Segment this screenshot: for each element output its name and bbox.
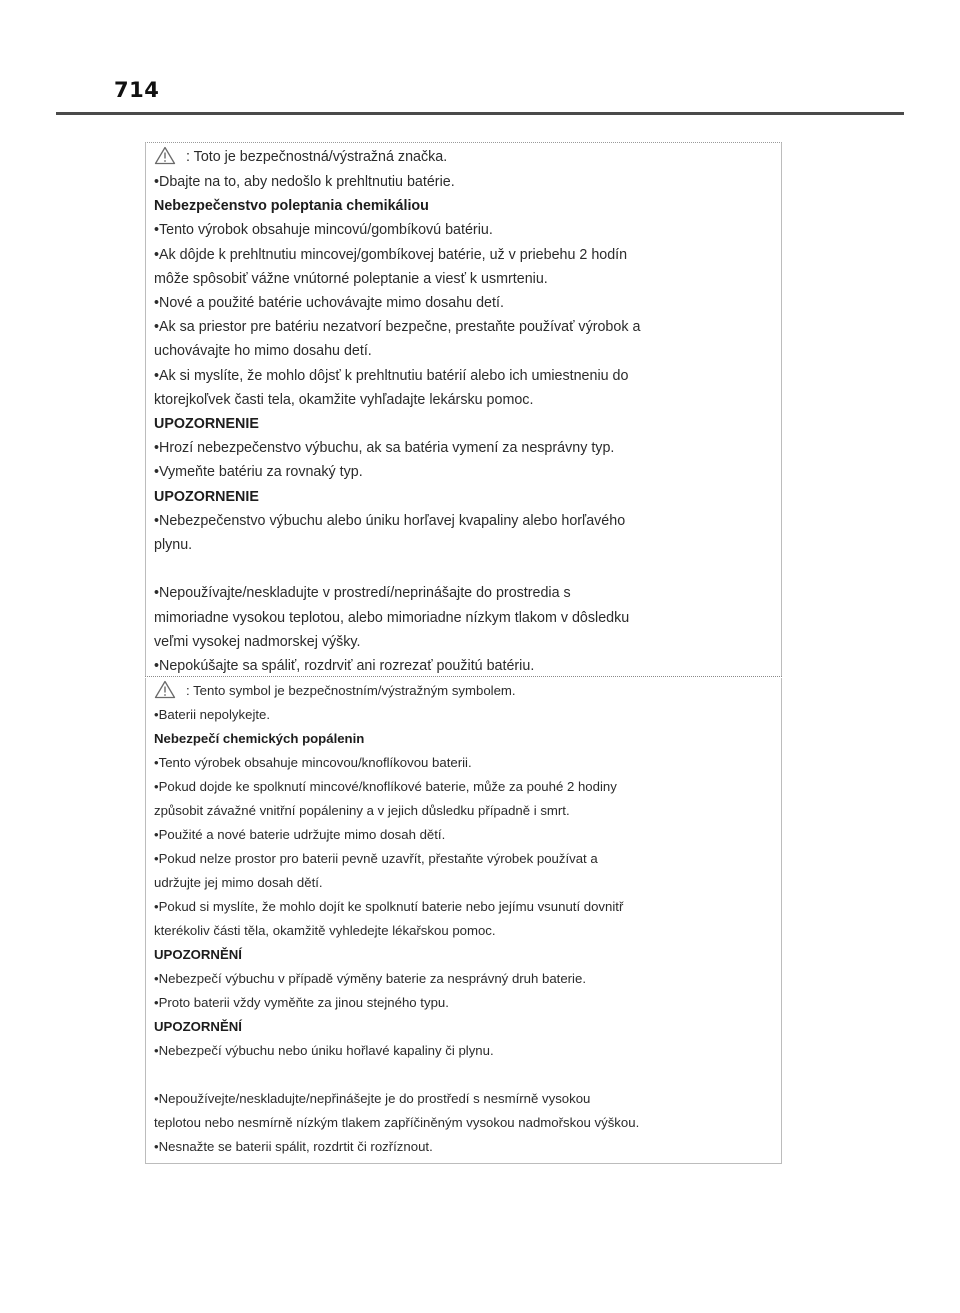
warning-symbol-text: : Toto je bezpečnostná/výstražná značka. <box>186 149 448 165</box>
text-line: •Nebezpečí výbuchu v případě výměny baterie za nesprávný druh baterie. <box>154 971 586 986</box>
text-line: •Ak dôjde k prehltnutiu mincovej/gombíkovej batérie, už v priebehu 2 hodín <box>154 246 628 263</box>
page-number: 714 <box>114 78 160 102</box>
text-line: •Nebezpečenstvo výbuchu alebo úniku horľavej kvapaliny alebo horľavého <box>154 512 626 529</box>
text-line: •Použité a nové baterie udržujte mimo dosah dětí. <box>154 827 446 842</box>
text-line: •Nebezpečí výbuchu nebo úniku hořlavé kapaliny či plynu. <box>154 1043 494 1058</box>
text-line: •Tento výrobok obsahuje mincovú/gombíkovú batériu. <box>154 222 493 239</box>
text-line: •Tento výrobek obsahuje mincovou/knoflíkovou baterii. <box>154 755 472 770</box>
text-line: •Nové a použité batérie uchovávajte mimo dosahu detí. <box>154 295 504 311</box>
text-line: môže spôsobiť vážne vnútorné poleptanie a viesť k usmrteniu. <box>154 270 548 287</box>
text-line: udržujte jej mimo dosah dětí. <box>154 875 323 890</box>
header-rule <box>56 112 904 115</box>
warning-triangle-icon <box>154 146 176 165</box>
section-heading: Nebezpečenstvo poleptania chemikáliou <box>154 198 429 215</box>
text-line: •Nepoužívejte/neskladujte/nepřinášejte je do prostředí s nesmírně vysokou <box>154 1091 591 1106</box>
text-line: •Hrozí nebezpečenstvo výbuchu, ak sa batéria vymení za nesprávny typ. <box>154 440 615 457</box>
section-heading: UPOZORNENIE <box>154 416 259 432</box>
text-line: plynu. <box>154 537 193 553</box>
text-line: •Dbajte na to, aby nedošlo k prehltnutiu batérie. <box>154 174 455 190</box>
text-line: způsobit závažné vnitřní popáleniny a v jejich důsledku případně i smrt. <box>154 803 570 818</box>
text-line: veľmi vysokej nadmorskej výšky. <box>154 633 361 650</box>
text-line: •Ak si myslíte, že mohlo dôjsť k prehltnutiu batérií alebo ich umiestneniu do <box>154 367 629 384</box>
text-line: •Proto baterii vždy vyměňte za jinou stejného typu. <box>154 995 449 1010</box>
section-heading: UPOZORNĚNÍ <box>154 1019 242 1034</box>
text-line: •Pokud dojde ke spolknutí mincové/knoflíkové baterie, může za pouhé 2 hodiny <box>154 779 617 794</box>
text-line: •Nepokúšajte sa spáliť, rozdrviť ani rozrezať použitú batériu. <box>154 658 535 674</box>
text-line: •Baterii nepolykejte. <box>154 707 271 722</box>
text-line: mimoriadne vysokou teplotou, alebo mimoriadne nízkym tlakom v dôsledku <box>154 609 630 626</box>
text-line: teplotou nebo nesmírně nízkým tlakem zapříčiněným vysokou nadmořskou výškou. <box>154 1115 640 1130</box>
section-heading: Nebezpečí chemických popálenin <box>154 731 365 746</box>
text-line: •Pokud si myslíte, že mohlo dojít ke spolknutí baterie nebo jejímu vsunutí dovnitř <box>154 899 624 914</box>
text-line: ktorejkoľvek časti tela, okamžite vyhľadajte lekársku pomoc. <box>154 391 534 408</box>
text-line: •Vymeňte batériu za rovnaký typ. <box>154 464 363 481</box>
section-heading: UPOZORNĚNÍ <box>154 947 242 962</box>
text-line: •Ak sa priestor pre batériu nezatvorí bezpečne, prestaňte používať výrobok a <box>154 319 641 336</box>
text-line: •Pokud nelze prostor pro baterii pevně uzavřít, přestaňte výrobek používat a <box>154 851 598 866</box>
text-line: kterékoliv části těla, okamžitě vyhledejte lékařskou pomoc. <box>154 923 496 938</box>
warning-triangle-icon <box>154 680 176 699</box>
section-heading: UPOZORNENIE <box>154 488 259 505</box>
text-line: uchovávajte ho mimo dosahu detí. <box>154 343 372 360</box>
text-line: •Nepoužívajte/neskladujte v prostredí/neprinášajte do prostredia s <box>154 585 571 602</box>
warning-symbol-text: : Tento symbol je bezpečnostním/výstražným symbolem. <box>186 683 516 698</box>
section-divider <box>145 676 782 677</box>
text-line: •Nesnažte se baterii spálit, rozdrtit či rozříznout. <box>154 1139 433 1154</box>
